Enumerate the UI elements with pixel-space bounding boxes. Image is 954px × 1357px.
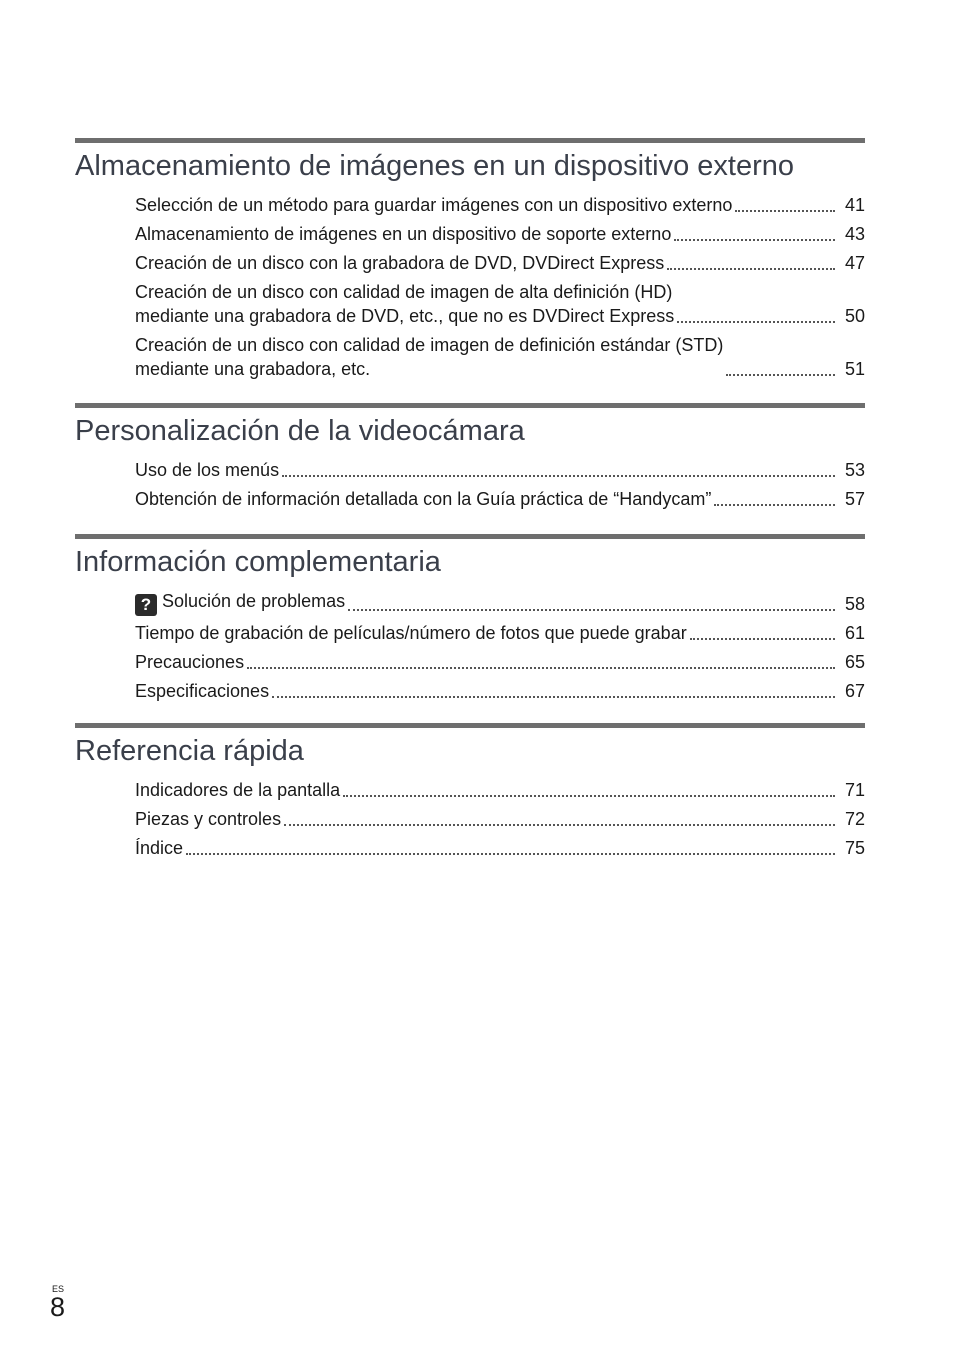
section-rule (75, 534, 865, 539)
toc-entry-text: Tiempo de grabación de películas/número de fotos que puede grabar (135, 623, 687, 643)
toc-entry[interactable] (135, 458, 865, 482)
toc-entry-text: Creación de un disco con la grabadora de DVD, DVDirect Express (135, 253, 665, 273)
toc-page-number: 75 (844, 838, 865, 858)
toc-entry[interactable] (135, 778, 865, 802)
toc-page-number: 53 (844, 460, 865, 480)
language-code: ES (52, 1284, 65, 1294)
toc-entry[interactable] (135, 487, 865, 511)
section-title: Información complementaria (75, 546, 441, 578)
toc-page-number: 61 (844, 623, 865, 643)
toc-entry[interactable] (135, 251, 865, 275)
section-title: Referencia rápida (75, 735, 304, 767)
toc-entry[interactable] (135, 222, 865, 246)
toc-entry-text: Precauciones (135, 652, 245, 672)
section-personalizacion (75, 403, 865, 516)
section-rule (75, 403, 865, 408)
toc-entries (135, 589, 865, 703)
toc-entry[interactable] (135, 193, 865, 217)
dot-leader (677, 320, 835, 323)
toc-entries (135, 193, 865, 381)
dot-leader (667, 267, 835, 270)
toc-entry-line: Creación de un disco con calidad de imagen de alta definición (HD) (135, 282, 673, 302)
toc-entry-line: Creación de un disco con calidad de imagen de definición estándar (STD) (135, 335, 724, 355)
section-referencia (75, 723, 865, 865)
toc-entry[interactable] (135, 650, 865, 674)
dot-leader (282, 474, 835, 477)
toc-page-number: 43 (844, 224, 865, 244)
dot-leader (714, 503, 835, 506)
section-rule (75, 138, 865, 143)
dot-leader (186, 852, 835, 855)
toc-entry[interactable] (135, 333, 865, 381)
toc-page-number: 50 (844, 306, 865, 326)
dot-leader (284, 823, 835, 826)
toc-entry-text: Selección de un método para guardar imágenes con un dispositivo externo (135, 195, 733, 215)
toc-page-number: 72 (844, 809, 865, 829)
section-title: Almacenamiento de imágenes en un dispositivo externo (75, 150, 794, 182)
page-number: 8 (50, 1292, 66, 1322)
toc-page-number: 67 (844, 681, 865, 701)
toc-page-number: 65 (844, 652, 865, 672)
section-title: Personalización de la videocámara (75, 415, 525, 447)
dot-leader (726, 373, 835, 376)
toc-entry-text (135, 333, 723, 381)
toc-entry-line: mediante una grabadora, etc. (135, 359, 371, 379)
dot-leader (247, 666, 835, 669)
toc-entry[interactable] (135, 589, 865, 616)
dot-leader (690, 637, 835, 640)
toc-page-number: 57 (844, 489, 865, 509)
toc-entry-text: Índice (135, 838, 184, 858)
toc-page-number: 47 (844, 253, 865, 273)
dot-leader (674, 238, 835, 241)
toc-entry[interactable] (135, 807, 865, 831)
toc-page-number: 58 (844, 594, 865, 614)
toc-entries (135, 778, 865, 860)
toc-page-number: 51 (844, 359, 865, 379)
toc-entry-text: Almacenamiento de imágenes en un dispositivo de soporte externo (135, 224, 672, 244)
toc-entry-line: mediante una grabadora de DVD, etc., que no es DVDirect Express (135, 306, 675, 326)
toc-page-number: 71 (844, 780, 865, 800)
dot-leader (735, 209, 835, 212)
toc-entry-text: Piezas y controles (135, 809, 282, 829)
toc-entry-text (135, 589, 345, 616)
toc-entry-text: Indicadores de la pantalla (135, 780, 341, 800)
toc-entry-text (135, 280, 674, 328)
dot-leader (343, 794, 835, 797)
toc-page-number: 41 (844, 195, 865, 215)
section-almacenamiento (75, 138, 865, 386)
toc-entry[interactable] (135, 621, 865, 645)
question-icon: ? (135, 594, 157, 616)
toc-entry[interactable] (135, 836, 865, 860)
dot-leader (272, 695, 835, 698)
toc-entry-text: Especificaciones (135, 681, 270, 701)
toc-entry[interactable] (135, 280, 865, 328)
toc-entry[interactable] (135, 679, 865, 703)
section-informacion (75, 534, 865, 708)
dot-leader (348, 608, 835, 611)
toc-entry-text: Obtención de información detallada con la Guía práctica de “Handycam” (135, 489, 712, 509)
toc-entry-text: Uso de los menús (135, 460, 280, 480)
toc-entries (135, 458, 865, 511)
toc-entry-label: Solución de problemas (162, 591, 346, 611)
section-rule (75, 723, 865, 728)
